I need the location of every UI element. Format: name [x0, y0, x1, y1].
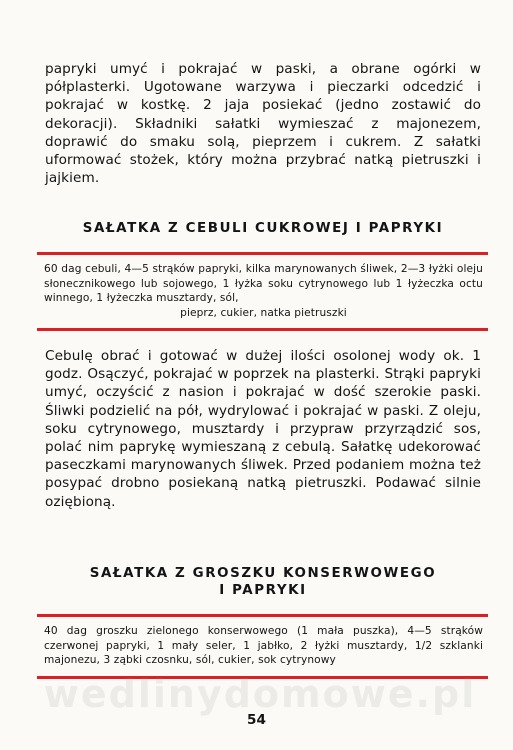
red-divider-top-1 — [37, 252, 488, 255]
recipe2-title-line2: I PAPRYKI — [219, 583, 307, 598]
page-number: 54 — [247, 712, 266, 728]
red-divider-bottom-1 — [37, 328, 488, 331]
recipe1-title: SAŁATKA Z CEBULI CUKROWEJ I PAPRYKI — [82, 221, 444, 236]
recipe1-ingredients-text: 60 dag cebuli, 4—5 strąków papryki, kilka marynowanych śliwek, 2—3 łyżki oleju słonecznikowego lub sojowego, 1 łyżka soku cytrynowego lub 1 łyżeczka octu winnego, 1 łyżeczka musztardy, sól, — [44, 263, 483, 305]
red-divider-top-2 — [37, 614, 488, 617]
recipe2-ingredients: 40 dag groszku zielonego konserwowego (1 mała puszka), 4—5 strąków czerwonej papryki, 1 mały seler, 1 jabłko, 2 łyżki musztardy, 1/2 szklanki majonezu, 3 ząbki czosnku, sól, cukier, sok cytrynowy — [44, 625, 483, 667]
recipe2-title — [40, 565, 486, 599]
recipe1-ingredients-last-line: pieprz, cukier, natka pietruszki — [180, 306, 347, 319]
intro-paragraph: papryki umyć i pokrajać w paski, a obrane ogórki w półplasterki. Ugotowane warzywa i pieczarki odcedzić i pokrajać w kostkę. 2 jaja posiekać (jedno zostawić do dekoracji). Składniki sałatki wymieszać z majonezem, doprawić do smaku solą, pieprzem i cukrem. Z sałatki uformować stożek, który można przybrać natką pietruszki i jajkiem. — [45, 61, 481, 187]
recipe1-method: Cebulę obrać i gotować w dużej ilości osolonej wody ok. 1 godz. Osączyć, pokrajać w poprzek na plasterki. Strąki papryki umyć, oczyścić z nasion i pokrajać w dość szerokie paski. Śliwki podzielić na pół, wydrylować i pokrajać w paski. Z oleju, soku cytrynowego, musztardy i przypraw przyrządzić sos, polać nim paprykę wymieszaną z cebulą. Sałatkę udekorować paseczkami marynowanych śliwek. Przed podaniem można też posypać drobno posiekaną natką pietruszki. Podawać silnie oziębioną. — [45, 348, 481, 510]
recipe2-title-line1: SAŁATKA Z GROSZKU KONSERWOWEGO — [89, 566, 437, 581]
watermark: wedlinydomowe.pl — [43, 672, 477, 716]
recipe1-ingredients — [44, 262, 483, 320]
